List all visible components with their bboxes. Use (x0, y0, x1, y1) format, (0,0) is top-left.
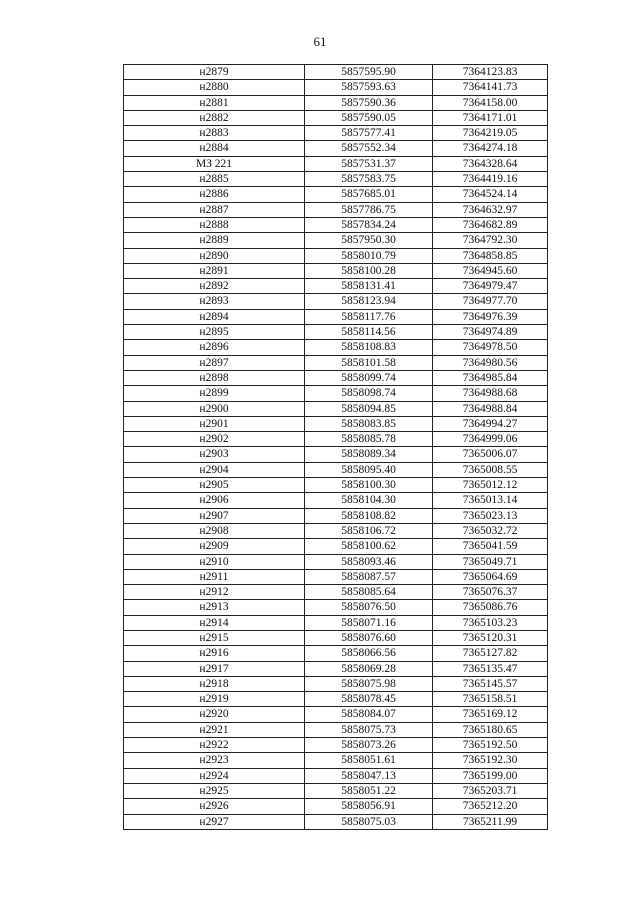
point-name-cell: н2902 (124, 432, 305, 447)
y-coordinate-cell: 7364419.16 (433, 172, 548, 187)
y-coordinate-cell: 7365127.82 (433, 646, 548, 661)
y-coordinate-cell: 7364976.39 (433, 309, 548, 324)
y-coordinate-cell: 7365076.37 (433, 585, 548, 600)
point-name-cell: н2911 (124, 569, 305, 584)
point-name-cell: н2899 (124, 386, 305, 401)
x-coordinate-cell: 5858100.30 (305, 478, 433, 493)
x-coordinate-cell: 5858099.74 (305, 370, 433, 385)
point-name-cell: н2914 (124, 615, 305, 630)
table-row (124, 646, 548, 661)
coordinates-table-body (124, 65, 548, 830)
table-row (124, 370, 548, 385)
point-name-cell: н2891 (124, 263, 305, 278)
point-name-cell: н2879 (124, 65, 305, 80)
table-row (124, 462, 548, 477)
table-row (124, 508, 548, 523)
x-coordinate-cell: 5858123.94 (305, 294, 433, 309)
point-name-cell: н2887 (124, 202, 305, 217)
point-name-cell: н2925 (124, 783, 305, 798)
point-name-cell: н2893 (124, 294, 305, 309)
y-coordinate-cell: 7364999.06 (433, 432, 548, 447)
x-coordinate-cell: 5857786.75 (305, 202, 433, 217)
table-row (124, 202, 548, 217)
y-coordinate-cell: 7365041.59 (433, 539, 548, 554)
table-row (124, 233, 548, 248)
point-name-cell: н2926 (124, 799, 305, 814)
table-row (124, 386, 548, 401)
table-row (124, 554, 548, 569)
point-name-cell: н2898 (124, 370, 305, 385)
point-name-cell: н2924 (124, 768, 305, 783)
x-coordinate-cell: 5857593.63 (305, 80, 433, 95)
y-coordinate-cell: 7364977.70 (433, 294, 548, 309)
point-name-cell: н2920 (124, 707, 305, 722)
y-coordinate-cell: 7365049.71 (433, 554, 548, 569)
table-row (124, 722, 548, 737)
table-row (124, 187, 548, 202)
x-coordinate-cell: 5857595.90 (305, 65, 433, 80)
table-row (124, 172, 548, 187)
point-name-cell: МЗ 221 (124, 156, 305, 171)
x-coordinate-cell: 5858073.26 (305, 738, 433, 753)
y-coordinate-cell: 7365192.30 (433, 753, 548, 768)
y-coordinate-cell: 7365120.31 (433, 630, 548, 645)
y-coordinate-cell: 7364274.18 (433, 141, 548, 156)
x-coordinate-cell: 5857583.75 (305, 172, 433, 187)
point-name-cell: н2880 (124, 80, 305, 95)
table-row (124, 401, 548, 416)
y-coordinate-cell: 7364858.85 (433, 248, 548, 263)
table-row (124, 569, 548, 584)
y-coordinate-cell: 7364945.60 (433, 263, 548, 278)
table-row (124, 630, 548, 645)
point-name-cell: н2888 (124, 217, 305, 232)
point-name-cell: н2927 (124, 814, 305, 829)
x-coordinate-cell: 5858010.79 (305, 248, 433, 263)
table-row (124, 692, 548, 707)
table-row (124, 156, 548, 171)
point-name-cell: н2881 (124, 95, 305, 110)
x-coordinate-cell: 5858104.30 (305, 493, 433, 508)
table-row (124, 814, 548, 829)
x-coordinate-cell: 5858117.76 (305, 309, 433, 324)
x-coordinate-cell: 5858100.62 (305, 539, 433, 554)
point-name-cell: н2897 (124, 355, 305, 370)
table-row (124, 95, 548, 110)
y-coordinate-cell: 7365135.47 (433, 661, 548, 676)
point-name-cell: н2921 (124, 722, 305, 737)
table-row (124, 615, 548, 630)
table-row (124, 738, 548, 753)
table-row (124, 355, 548, 370)
x-coordinate-cell: 5858078.45 (305, 692, 433, 707)
point-name-cell: н2903 (124, 447, 305, 462)
x-coordinate-cell: 5858087.57 (305, 569, 433, 584)
table-row (124, 539, 548, 554)
x-coordinate-cell: 5858066.56 (305, 646, 433, 661)
table-row (124, 783, 548, 798)
y-coordinate-cell: 7365064.69 (433, 569, 548, 584)
point-name-cell: н2913 (124, 600, 305, 615)
point-name-cell: н2883 (124, 126, 305, 141)
x-coordinate-cell: 5858098.74 (305, 386, 433, 401)
point-name-cell: н2896 (124, 340, 305, 355)
point-name-cell: н2923 (124, 753, 305, 768)
y-coordinate-cell: 7364219.05 (433, 126, 548, 141)
x-coordinate-cell: 5858114.56 (305, 325, 433, 340)
table-row (124, 80, 548, 95)
x-coordinate-cell: 5857590.36 (305, 95, 433, 110)
y-coordinate-cell: 7365008.55 (433, 462, 548, 477)
point-name-cell: н2904 (124, 462, 305, 477)
x-coordinate-cell: 5858101.58 (305, 355, 433, 370)
y-coordinate-cell: 7365023.13 (433, 508, 548, 523)
point-name-cell: н2907 (124, 508, 305, 523)
x-coordinate-cell: 5858056.91 (305, 799, 433, 814)
table-row (124, 585, 548, 600)
x-coordinate-cell: 5858069.28 (305, 661, 433, 676)
table-row (124, 110, 548, 125)
x-coordinate-cell: 5858089.34 (305, 447, 433, 462)
table-row (124, 523, 548, 538)
y-coordinate-cell: 7365192.50 (433, 738, 548, 753)
y-coordinate-cell: 7364158.00 (433, 95, 548, 110)
x-coordinate-cell: 5858051.22 (305, 783, 433, 798)
y-coordinate-cell: 7365006.07 (433, 447, 548, 462)
y-coordinate-cell: 7365086.76 (433, 600, 548, 615)
table-row (124, 768, 548, 783)
point-name-cell: н2905 (124, 478, 305, 493)
y-coordinate-cell: 7365203.71 (433, 783, 548, 798)
table-row (124, 141, 548, 156)
page-number: 61 (313, 34, 327, 49)
point-name-cell: н2912 (124, 585, 305, 600)
x-coordinate-cell: 5858076.60 (305, 630, 433, 645)
point-name-cell: н2918 (124, 676, 305, 691)
y-coordinate-cell: 7365013.14 (433, 493, 548, 508)
y-coordinate-cell: 7365199.00 (433, 768, 548, 783)
x-coordinate-cell: 5858076.50 (305, 600, 433, 615)
table-row (124, 126, 548, 141)
table-row (124, 799, 548, 814)
y-coordinate-cell: 7364123.83 (433, 65, 548, 80)
x-coordinate-cell: 5858051.61 (305, 753, 433, 768)
table-row (124, 707, 548, 722)
y-coordinate-cell: 7364985.84 (433, 370, 548, 385)
point-name-cell: н2889 (124, 233, 305, 248)
table-row (124, 478, 548, 493)
point-name-cell: н2910 (124, 554, 305, 569)
point-name-cell: н2908 (124, 523, 305, 538)
x-coordinate-cell: 5858075.03 (305, 814, 433, 829)
y-coordinate-cell: 7364980.56 (433, 355, 548, 370)
point-name-cell: н2922 (124, 738, 305, 753)
point-name-cell: н2882 (124, 110, 305, 125)
x-coordinate-cell: 5858108.83 (305, 340, 433, 355)
x-coordinate-cell: 5858085.78 (305, 432, 433, 447)
y-coordinate-cell: 7364974.89 (433, 325, 548, 340)
y-coordinate-cell: 7364979.47 (433, 279, 548, 294)
x-coordinate-cell: 5858131.41 (305, 279, 433, 294)
y-coordinate-cell: 7365212.20 (433, 799, 548, 814)
point-name-cell: н2900 (124, 401, 305, 416)
x-coordinate-cell: 5858100.28 (305, 263, 433, 278)
table-row (124, 676, 548, 691)
point-name-cell: н2909 (124, 539, 305, 554)
y-coordinate-cell: 7364632.97 (433, 202, 548, 217)
y-coordinate-cell: 7364171.01 (433, 110, 548, 125)
table-row (124, 294, 548, 309)
point-name-cell: н2901 (124, 416, 305, 431)
y-coordinate-cell: 7365032.72 (433, 523, 548, 538)
y-coordinate-cell: 7365012.12 (433, 478, 548, 493)
y-coordinate-cell: 7365158.51 (433, 692, 548, 707)
table-row (124, 279, 548, 294)
table-row (124, 600, 548, 615)
y-coordinate-cell: 7364524.14 (433, 187, 548, 202)
x-coordinate-cell: 5858047.13 (305, 768, 433, 783)
x-coordinate-cell: 5858075.98 (305, 676, 433, 691)
point-name-cell: н2885 (124, 172, 305, 187)
point-name-cell: н2917 (124, 661, 305, 676)
y-coordinate-cell: 7365169.12 (433, 707, 548, 722)
table-row (124, 248, 548, 263)
table-row (124, 416, 548, 431)
y-coordinate-cell: 7364682.89 (433, 217, 548, 232)
y-coordinate-cell: 7365145.57 (433, 676, 548, 691)
x-coordinate-cell: 5858085.64 (305, 585, 433, 600)
point-name-cell: н2886 (124, 187, 305, 202)
point-name-cell: н2919 (124, 692, 305, 707)
x-coordinate-cell: 5857577.41 (305, 126, 433, 141)
point-name-cell: н2890 (124, 248, 305, 263)
x-coordinate-cell: 5858071.16 (305, 615, 433, 630)
x-coordinate-cell: 5858108.82 (305, 508, 433, 523)
x-coordinate-cell: 5857552.34 (305, 141, 433, 156)
x-coordinate-cell: 5857685.01 (305, 187, 433, 202)
point-name-cell: н2915 (124, 630, 305, 645)
coordinates-table (123, 64, 548, 830)
table-row (124, 65, 548, 80)
table-row (124, 309, 548, 324)
x-coordinate-cell: 5858094.85 (305, 401, 433, 416)
y-coordinate-cell: 7364994.27 (433, 416, 548, 431)
y-coordinate-cell: 7365180.65 (433, 722, 548, 737)
x-coordinate-cell: 5857531.37 (305, 156, 433, 171)
point-name-cell: н2895 (124, 325, 305, 340)
table-row (124, 432, 548, 447)
y-coordinate-cell: 7364978.50 (433, 340, 548, 355)
y-coordinate-cell: 7365211.99 (433, 814, 548, 829)
table-row (124, 340, 548, 355)
table-row (124, 753, 548, 768)
y-coordinate-cell: 7365103.23 (433, 615, 548, 630)
x-coordinate-cell: 5858093.46 (305, 554, 433, 569)
x-coordinate-cell: 5857950.30 (305, 233, 433, 248)
x-coordinate-cell: 5858084.07 (305, 707, 433, 722)
table-row (124, 661, 548, 676)
point-name-cell: н2884 (124, 141, 305, 156)
x-coordinate-cell: 5858083.85 (305, 416, 433, 431)
point-name-cell: н2906 (124, 493, 305, 508)
table-row (124, 447, 548, 462)
y-coordinate-cell: 7364328.64 (433, 156, 548, 171)
x-coordinate-cell: 5858075.73 (305, 722, 433, 737)
table-row (124, 325, 548, 340)
table-row (124, 493, 548, 508)
table-row (124, 263, 548, 278)
x-coordinate-cell: 5858106.72 (305, 523, 433, 538)
y-coordinate-cell: 7364988.68 (433, 386, 548, 401)
y-coordinate-cell: 7364792.30 (433, 233, 548, 248)
y-coordinate-cell: 7364988.84 (433, 401, 548, 416)
y-coordinate-cell: 7364141.73 (433, 80, 548, 95)
point-name-cell: н2892 (124, 279, 305, 294)
x-coordinate-cell: 5857834.24 (305, 217, 433, 232)
point-name-cell: н2916 (124, 646, 305, 661)
point-name-cell: н2894 (124, 309, 305, 324)
table-row (124, 217, 548, 232)
x-coordinate-cell: 5857590.05 (305, 110, 433, 125)
x-coordinate-cell: 5858095.40 (305, 462, 433, 477)
